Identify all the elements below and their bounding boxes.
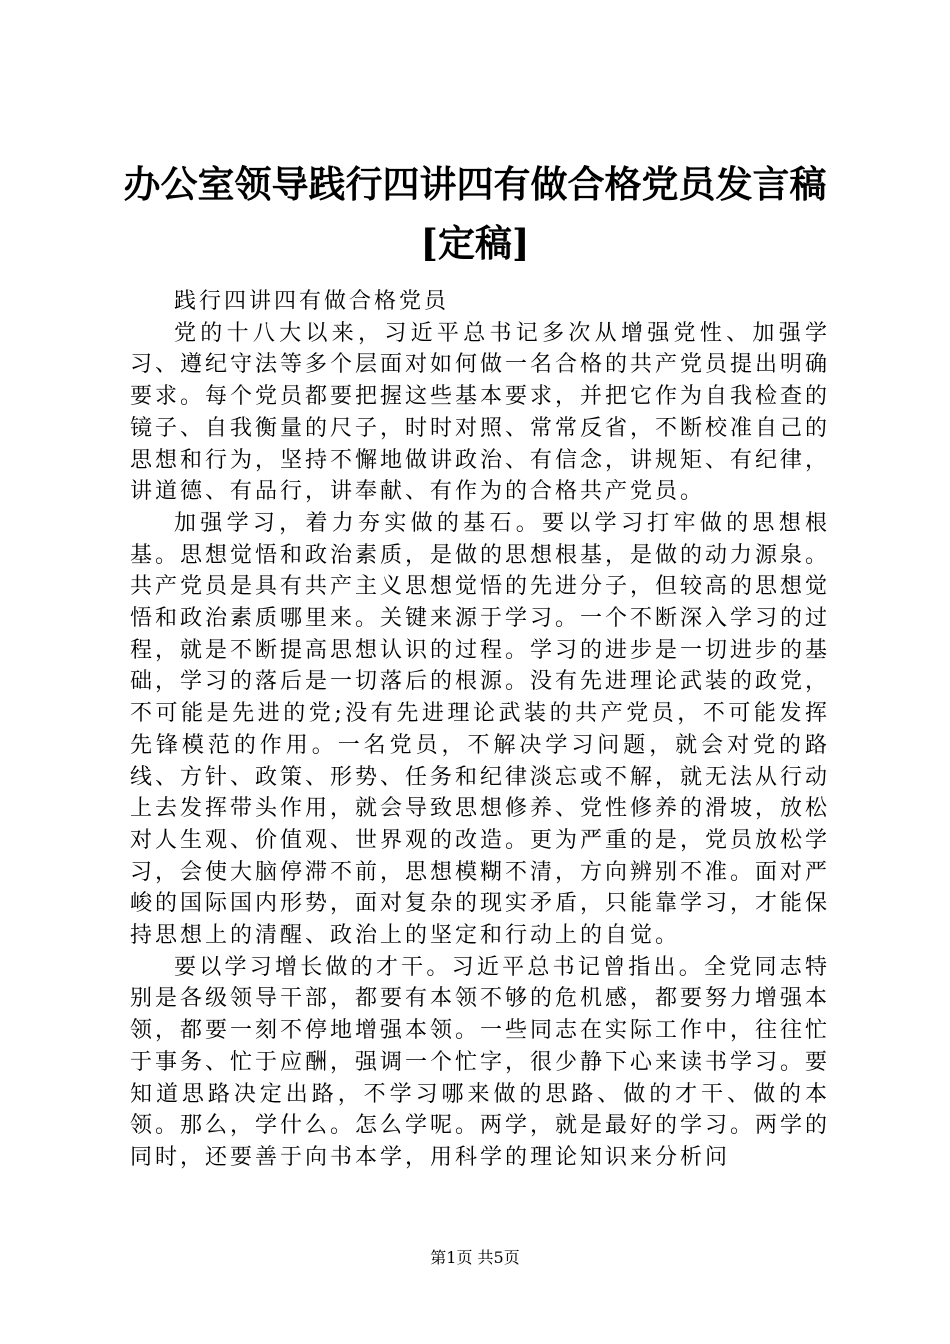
document-body [130,286,830,1174]
paragraph: 加强学习，着力夯实做的基石。要以学习打牢做的思想根基。思想觉悟和政治素质，是做的思想根基，是做的动力源泉。共产党员是具有共产主义思想觉悟的先进分子，但较高的思想觉悟和政治素质哪里来。关键来源于学习。一个不断深入学习的过程，就是不断提高思想认识的过程。学习的进步是一切进步的基础，学习的落后是一切落后的根源。没有先进理论武装的政党，不可能是先进的党;没有先进理论武装的共产党员，不可能发挥先锋模范的作用。一名党员，不解决学习问题，就会对党的路线、方针、政策、形势、任务和纪律淡忘或不解，就无法从行动上去发挥带头作用，就会导致思想修养、党性修养的滑坡，放松对人生观、价值观、世界观的改造。更为严重的是，党员放松学习，会使大脑停滞不前，思想模糊不清，方向辨别不准。面对严峻的国际国内形势，面对复杂的现实矛盾，只能靠学习，才能保持思想上的清醒、政治上的坚定和行动上的自觉。 [130,510,831,949]
document-title: 办公室领导践行四讲四有做合格党员发言稿 [123,162,827,206]
document-title-suffix: [定稿] [420,221,530,265]
paragraph: 要以学习增长做的才干。习近平总书记曾指出。全党同志特别是各级领导干部，都要有本领不够的危机感，都要努力增强本领，都要一刻不停地增强本领。一些同志在实际工作中，往往忙于事务、忙于应酬，强调一个忙字，很少静下心来读书学习。要知道思路决定出路，不学习哪来做的思路、做的才干、做的本领。那么，学什么。怎么学呢。两学，就是最好的学习。两学的同时，还要善于向书本学，用科学的理论知识来分析问 [130,954,831,1170]
paragraph: 党的十八大以来，习近平总书记多次从增强党性、加强学习、遵纪守法等多个层面对如何做一名合格的共产党员提出明确要求。每个党员都要把握这些基本要求，并把它作为自我检查的镜子、自我衡量的尺子，时时对照、常常反省，不断校准自己的思想和行为，坚持不懈地做讲政治、有信念，讲规矩、有纪律，讲道德、有品行，讲奉献、有作为的合格共产党员。 [130,320,831,505]
paragraph: 践行四讲四有做合格党员 [174,289,450,314]
page-footer: 第1页 共5页 [430,1248,520,1267]
